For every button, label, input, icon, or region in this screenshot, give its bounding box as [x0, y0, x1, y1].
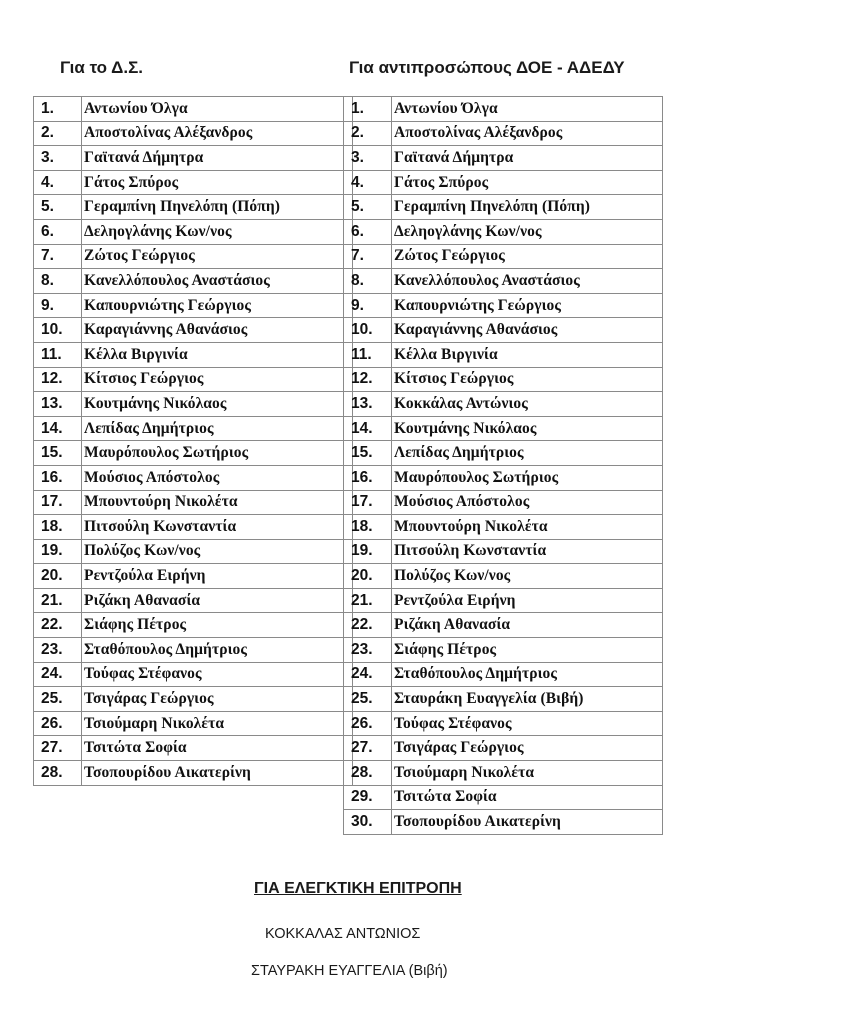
- candidate-name: Μαυρόπουλος Σωτήριος: [392, 465, 663, 490]
- audit-committee-title: ΓΙΑ ΕΛΕΓΚΤΙΚΗ ΕΠΙΤΡΟΠΗ: [254, 880, 462, 897]
- table-row: [34, 170, 353, 195]
- candidate-name: Δεληογλάνης Κων/νος: [392, 219, 663, 244]
- table-row: [34, 195, 353, 220]
- candidate-name: Σταυράκη Ευαγγελία (Βιβή): [392, 687, 663, 712]
- row-number: 17.: [34, 490, 82, 515]
- row-number: 7.: [344, 244, 392, 269]
- row-number: 24.: [344, 662, 392, 687]
- table-row: [34, 711, 353, 736]
- table-row: [344, 342, 663, 367]
- candidate-name: Τσιγάρας Γεώργιος: [392, 736, 663, 761]
- candidate-name: Κέλλα Βιργινία: [82, 342, 353, 367]
- row-number: 25.: [344, 687, 392, 712]
- candidate-name: Καραγιάννης Αθανάσιος: [392, 318, 663, 343]
- row-number: 25.: [34, 687, 82, 712]
- row-number: 11.: [34, 342, 82, 367]
- row-number: 19.: [344, 539, 392, 564]
- row-number: 27.: [34, 736, 82, 761]
- table-row: [344, 146, 663, 171]
- table-row: [344, 170, 663, 195]
- table-row: [344, 638, 663, 663]
- candidate-name: Τσοπουρίδου Αικατερίνη: [82, 761, 353, 786]
- row-number: 9.: [344, 293, 392, 318]
- table-row: [34, 638, 353, 663]
- candidate-name: Τούφας Στέφανος: [82, 662, 353, 687]
- row-number: 29.: [344, 785, 392, 810]
- candidate-name: Τσιτώτα Σοφία: [82, 736, 353, 761]
- candidate-name: Δεληογλάνης Κων/νος: [82, 219, 353, 244]
- candidate-name: Κουτμάνης Νικόλαος: [392, 416, 663, 441]
- row-number: 14.: [34, 416, 82, 441]
- candidate-name: Λεπίδας Δημήτριος: [82, 416, 353, 441]
- candidate-name: Μαυρόπουλος Σωτήριος: [82, 441, 353, 466]
- candidate-name: Κανελλόπουλος Αναστάσιος: [392, 269, 663, 294]
- candidate-name: Ζώτος Γεώργιος: [392, 244, 663, 269]
- candidate-name: Μούσιος Απόστολος: [392, 490, 663, 515]
- table-row: [34, 121, 353, 146]
- board-candidates-table: [33, 96, 353, 786]
- table-row: [34, 392, 353, 417]
- candidate-name: Καραγιάννης Αθανάσιος: [82, 318, 353, 343]
- table-row: [34, 318, 353, 343]
- row-number: 2.: [344, 121, 392, 146]
- row-number: 9.: [34, 293, 82, 318]
- table-row: [344, 539, 663, 564]
- table-row: [344, 293, 663, 318]
- candidate-name: Γεραμπίνη Πηνελόπη (Πόπη): [392, 195, 663, 220]
- candidate-name: Γάτος Σπύρος: [82, 170, 353, 195]
- table-row: [34, 293, 353, 318]
- table-row: [344, 810, 663, 835]
- table-row: [344, 367, 663, 392]
- candidate-name: Αποστολίνας Αλέξανδρος: [82, 121, 353, 146]
- candidate-name: Γεραμπίνη Πηνελόπη (Πόπη): [82, 195, 353, 220]
- table-row: [344, 97, 663, 122]
- table-row: [34, 146, 353, 171]
- row-number: 17.: [344, 490, 392, 515]
- row-number: 21.: [344, 588, 392, 613]
- row-number: 20.: [344, 564, 392, 589]
- candidate-name: Ρεντζούλα Ειρήνη: [392, 588, 663, 613]
- row-number: 8.: [344, 269, 392, 294]
- row-number: 15.: [344, 441, 392, 466]
- row-number: 22.: [344, 613, 392, 638]
- row-number: 19.: [34, 539, 82, 564]
- candidate-name: Πολύζος Κων/νος: [392, 564, 663, 589]
- row-number: 13.: [34, 392, 82, 417]
- row-number: 28.: [34, 761, 82, 786]
- table-row: [344, 687, 663, 712]
- table-row: [344, 244, 663, 269]
- candidate-name: Καπουρνιώτης Γεώργιος: [392, 293, 663, 318]
- candidate-name: Ριζάκη Αθανασία: [82, 588, 353, 613]
- row-number: 24.: [34, 662, 82, 687]
- table-row: [34, 97, 353, 122]
- candidate-name: Γαϊτανά Δήμητρα: [392, 146, 663, 171]
- table-row: [34, 736, 353, 761]
- row-number: 5.: [344, 195, 392, 220]
- candidate-name: Κίτσιος Γεώργιος: [392, 367, 663, 392]
- candidate-name: Τσιούμαρη Νικολέτα: [82, 711, 353, 736]
- candidate-name: Κουτμάνης Νικόλαος: [82, 392, 353, 417]
- table-row: [34, 539, 353, 564]
- candidate-name: Κανελλόπουλος Αναστάσιος: [82, 269, 353, 294]
- row-number: 1.: [344, 97, 392, 122]
- candidate-name: Σιάφης Πέτρος: [392, 638, 663, 663]
- table-row: [34, 219, 353, 244]
- table-row: [344, 736, 663, 761]
- row-number: 2.: [34, 121, 82, 146]
- table-row: [34, 269, 353, 294]
- candidate-name: Πιτσούλη Κωνσταντία: [82, 515, 353, 540]
- table-row: [34, 564, 353, 589]
- row-number: 18.: [344, 515, 392, 540]
- table-row: [344, 392, 663, 417]
- row-number: 10.: [34, 318, 82, 343]
- candidate-name: Τσοπουρίδου Αικατερίνη: [392, 810, 663, 835]
- row-number: 21.: [34, 588, 82, 613]
- table-row: [34, 367, 353, 392]
- table-row: [34, 416, 353, 441]
- candidate-name: Σταθόπουλος Δημήτριος: [82, 638, 353, 663]
- audit-committee-member: ΣΤΑΥΡΑΚΗ ΕΥΑΓΓΕΛΙΑ (Βιβή): [251, 963, 448, 979]
- table-row: [344, 613, 663, 638]
- candidate-name: Τούφας Στέφανος: [392, 711, 663, 736]
- table-row: [344, 219, 663, 244]
- table-row: [344, 416, 663, 441]
- row-number: 26.: [34, 711, 82, 736]
- candidate-name: Σταθόπουλος Δημήτριος: [392, 662, 663, 687]
- candidate-name: Τσιγάρας Γεώργιος: [82, 687, 353, 712]
- table-row: [34, 588, 353, 613]
- row-number: 20.: [34, 564, 82, 589]
- table-row: [344, 441, 663, 466]
- representatives-header: Για αντιπροσώπους ΔΟΕ - ΑΔΕΔΥ: [349, 58, 625, 77]
- row-number: 3.: [34, 146, 82, 171]
- candidate-name: Μούσιος Απόστολος: [82, 465, 353, 490]
- row-number: 30.: [344, 810, 392, 835]
- row-number: 23.: [344, 638, 392, 663]
- row-number: 12.: [344, 367, 392, 392]
- candidate-name: Λεπίδας Δημήτριος: [392, 441, 663, 466]
- row-number: 14.: [344, 416, 392, 441]
- row-number: 4.: [34, 170, 82, 195]
- audit-committee-member: ΚΟΚΚΑΛΑΣ ΑΝΤΩΝΙΟΣ: [265, 926, 421, 942]
- table-row: [344, 588, 663, 613]
- candidate-name: Γάτος Σπύρος: [392, 170, 663, 195]
- row-number: 26.: [344, 711, 392, 736]
- table-row: [344, 269, 663, 294]
- row-number: 23.: [34, 638, 82, 663]
- candidate-name: Κέλλα Βιργινία: [392, 342, 663, 367]
- candidate-name: Μπουντούρη Νικολέτα: [392, 515, 663, 540]
- table-row: [344, 785, 663, 810]
- candidate-name: Ριζάκη Αθανασία: [392, 613, 663, 638]
- table-row: [344, 121, 663, 146]
- table-row: [344, 515, 663, 540]
- row-number: 5.: [34, 195, 82, 220]
- table-row: [34, 687, 353, 712]
- row-number: 28.: [344, 761, 392, 786]
- row-number: 11.: [344, 342, 392, 367]
- candidate-name: Αντωνίου Όλγα: [392, 97, 663, 122]
- table-row: [344, 564, 663, 589]
- row-number: 4.: [344, 170, 392, 195]
- row-number: 18.: [34, 515, 82, 540]
- table-row: [34, 761, 353, 786]
- candidate-name: Σιάφης Πέτρος: [82, 613, 353, 638]
- row-number: 22.: [34, 613, 82, 638]
- table-row: [34, 441, 353, 466]
- candidate-name: Τσιούμαρη Νικολέτα: [392, 761, 663, 786]
- table-row: [34, 465, 353, 490]
- candidate-name: Μπουντούρη Νικολέτα: [82, 490, 353, 515]
- candidate-name: Αποστολίνας Αλέξανδρος: [392, 121, 663, 146]
- row-number: 3.: [344, 146, 392, 171]
- row-number: 15.: [34, 441, 82, 466]
- row-number: 7.: [34, 244, 82, 269]
- representatives-candidates-table: [343, 96, 663, 835]
- candidate-name: Τσιτώτα Σοφία: [392, 785, 663, 810]
- candidate-name: Πολύζος Κων/νος: [82, 539, 353, 564]
- board-header: Για το Δ.Σ.: [60, 58, 144, 77]
- row-number: 16.: [344, 465, 392, 490]
- row-number: 10.: [344, 318, 392, 343]
- candidate-name: Καπουρνιώτης Γεώργιος: [82, 293, 353, 318]
- table-row: [34, 662, 353, 687]
- candidate-name: Κίτσιος Γεώργιος: [82, 367, 353, 392]
- row-number: 16.: [34, 465, 82, 490]
- table-row: [34, 244, 353, 269]
- candidate-name: Κοκκάλας Αντώνιος: [392, 392, 663, 417]
- candidate-name: Πιτσούλη Κωνσταντία: [392, 539, 663, 564]
- table-row: [344, 490, 663, 515]
- row-number: 27.: [344, 736, 392, 761]
- table-row: [34, 490, 353, 515]
- table-row: [344, 465, 663, 490]
- table-row: [34, 342, 353, 367]
- row-number: 1.: [34, 97, 82, 122]
- table-row: [344, 195, 663, 220]
- row-number: 12.: [34, 367, 82, 392]
- table-row: [34, 613, 353, 638]
- row-number: 6.: [344, 219, 392, 244]
- candidate-name: Ρεντζούλα Ειρήνη: [82, 564, 353, 589]
- table-row: [344, 711, 663, 736]
- table-row: [344, 318, 663, 343]
- candidate-name: Γαϊτανά Δήμητρα: [82, 146, 353, 171]
- row-number: 6.: [34, 219, 82, 244]
- row-number: 8.: [34, 269, 82, 294]
- candidate-name: Αντωνίου Όλγα: [82, 97, 353, 122]
- table-row: [344, 662, 663, 687]
- table-row: [344, 761, 663, 786]
- candidate-name: Ζώτος Γεώργιος: [82, 244, 353, 269]
- table-row: [34, 515, 353, 540]
- row-number: 13.: [344, 392, 392, 417]
